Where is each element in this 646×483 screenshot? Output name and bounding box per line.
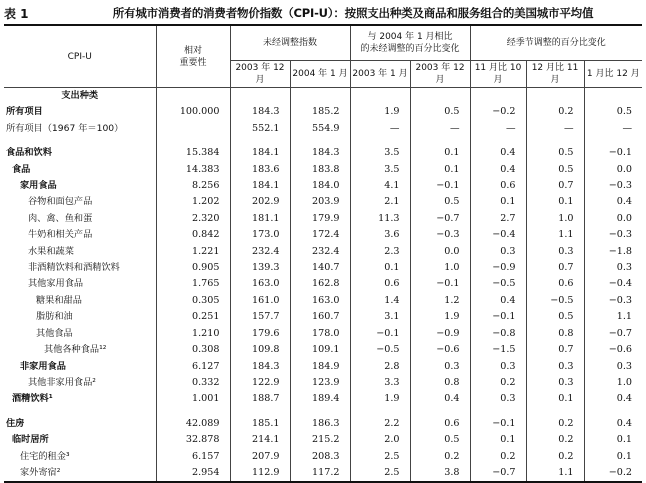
cell-pct-jan03: 1.9 (350, 391, 410, 407)
cell-weight: 1.221 (156, 244, 230, 260)
cell-pct-dec03: 0.0 (410, 244, 470, 260)
cell-pct-dec03: 0.5 (410, 104, 470, 120)
cell-jan04: 186.3 (290, 416, 350, 432)
table-row (4, 342, 642, 358)
cell-weight: 100.000 (156, 104, 230, 120)
cell-jan-dec: 0.1 (616, 450, 633, 462)
cell-jan-dec: 0.4 (616, 196, 633, 208)
cell-jan-dec: −1.8 (608, 245, 633, 257)
table-row (4, 227, 642, 243)
cell-dec03: 183.6 (230, 162, 290, 178)
cell-dec03: 207.9 (230, 449, 290, 465)
cell-dec-nov: 0.8 (526, 326, 584, 342)
cell-dec-nov: 1.0 (526, 211, 584, 227)
cell-weight: 1.202 (156, 194, 230, 210)
cell-pct-dec03: 0.4 (410, 391, 470, 407)
cell-nov-oct: 0.1 (470, 194, 526, 210)
cell-jan-dec: −0.6 (608, 344, 633, 356)
cell-pct-dec03: 0.6 (410, 416, 470, 432)
section-label: 支出种类 (4, 88, 156, 105)
cell-jan04: 185.2 (290, 104, 350, 120)
cell-dec-nov: 0.2 (526, 449, 584, 465)
cell-jan04: 203.9 (290, 194, 350, 210)
cell-weight: 32.878 (156, 432, 230, 448)
row-label: 家用食品 (4, 178, 156, 194)
section-row (4, 88, 642, 105)
cell-nov-oct: 0.1 (470, 432, 526, 448)
cell-weight: 15.384 (156, 145, 230, 161)
cell-dec-nov: 0.1 (526, 194, 584, 210)
cell-jan-dec: 0.3 (616, 262, 633, 274)
cell-dec-nov: 0.3 (526, 359, 584, 375)
cell-dec03: 109.8 (230, 342, 290, 358)
cell-dec03: 214.1 (230, 432, 290, 448)
cell-pct-dec03: −0.3 (410, 227, 470, 243)
cell-dec03: 163.0 (230, 276, 290, 292)
cell-jan04: 215.2 (290, 432, 350, 448)
cell-dec-nov: 0.2 (526, 432, 584, 448)
cell-pct-dec03 (410, 408, 470, 416)
cell-jan04: 232.4 (290, 244, 350, 260)
cell-pct-dec03: 0.5 (410, 432, 470, 448)
cell-pct-dec03: 0.1 (410, 162, 470, 178)
cell-pct-dec03: 0.3 (410, 359, 470, 375)
cell-nov-oct: −0.2 (470, 104, 526, 120)
cell-dec-nov: 0.6 (526, 276, 584, 292)
row-label: 其他各种食品¹² (4, 342, 156, 358)
cell-dec03: 139.3 (230, 260, 290, 276)
cell-weight: 2.954 (156, 465, 230, 482)
cell-dec03: 122.9 (230, 375, 290, 391)
cell-nov-oct: 0.4 (470, 145, 526, 161)
cell-dec-nov: 0.1 (526, 391, 584, 407)
table-row (4, 309, 642, 325)
row-label: 其他非家用食品² (4, 375, 156, 391)
cell-pct-jan03: — (350, 121, 410, 137)
cell-jan04: 117.2 (290, 465, 350, 482)
cell-pct-jan03: 11.3 (350, 211, 410, 227)
header-cpi-u: CPI-U (4, 25, 156, 88)
cell-jan-dec: 0.0 (616, 163, 633, 175)
cell-pct-jan03: 0.6 (350, 276, 410, 292)
table-row (4, 162, 642, 178)
cell-jan-dec: 0.3 (616, 360, 633, 372)
cell-pct-jan03: 3.5 (350, 145, 410, 161)
cell-nov-oct: 2.7 (470, 211, 526, 227)
table-row (4, 260, 642, 276)
cell-nov-oct: −0.1 (470, 416, 526, 432)
cell-dec03: 552.1 (230, 121, 290, 137)
row-label: 所有项目 (4, 104, 156, 120)
table-row (4, 178, 642, 194)
table-title-row (4, 2, 642, 24)
cell-jan04: 189.4 (290, 391, 350, 407)
row-label: 其他食品 (4, 326, 156, 342)
cell-dec-nov: 0.2 (526, 104, 584, 120)
cell-weight: 2.320 (156, 211, 230, 227)
header-relative-importance: 相对 重要性 (156, 25, 230, 88)
cell-jan-dec: — (622, 122, 633, 134)
cell-pct-dec03: −0.6 (410, 342, 470, 358)
cell-jan04: 184.9 (290, 359, 350, 375)
cell-pct-jan03: 1.9 (350, 104, 410, 120)
row-label: 糖果和甜品 (4, 293, 156, 309)
cell-dec-nov: 0.3 (526, 244, 584, 260)
cell-weight: 0.305 (156, 293, 230, 309)
cell-jan04: 123.9 (290, 375, 350, 391)
cell-dec03: 112.9 (230, 465, 290, 482)
subheader-dec-vs-nov: 12 月比 11 月 (526, 61, 584, 88)
cell-jan04: 172.4 (290, 227, 350, 243)
cell-weight: 0.308 (156, 342, 230, 358)
cell-jan04: 184.3 (290, 145, 350, 161)
cell-pct-dec03: 0.1 (410, 145, 470, 161)
cell-pct-jan03: 3.1 (350, 309, 410, 325)
cell-weight: 0.905 (156, 260, 230, 276)
cell-weight: 14.383 (156, 162, 230, 178)
cell-dec-nov: 0.2 (526, 416, 584, 432)
cell-pct-jan03: 4.1 (350, 178, 410, 194)
row-label: 肉、禽、鱼和蛋 (4, 211, 156, 227)
cell-nov-oct: 0.6 (470, 178, 526, 194)
table-row (4, 449, 642, 465)
cell-nov-oct: −0.1 (470, 309, 526, 325)
cell-dec-nov: 0.5 (526, 162, 584, 178)
cell-jan-dec: −0.2 (584, 465, 642, 482)
row-label: 家外寄宿² (4, 465, 156, 482)
cell-dec-nov: −0.5 (526, 293, 584, 309)
cell-nov-oct: 0.3 (470, 391, 526, 407)
cell-weight: 1.210 (156, 326, 230, 342)
table-row (4, 375, 642, 391)
cpi-table (4, 24, 642, 483)
cell-dec03: 173.0 (230, 227, 290, 243)
row-label: 其他家用食品 (4, 276, 156, 292)
cell-nov-oct: 0.2 (470, 449, 526, 465)
subheader-dec-2003: 2003 年 12 月 (230, 61, 290, 88)
cell-dec03: 202.9 (230, 194, 290, 210)
cell-nov-oct: 0.4 (470, 293, 526, 309)
cell-dec-nov: 0.7 (526, 178, 584, 194)
subheader-jan-2003: 2003 年 1 月 (350, 61, 410, 88)
cell-pct-jan03: 2.0 (350, 432, 410, 448)
cell-weight (156, 408, 230, 416)
cell-pct-jan03: 2.5 (350, 449, 410, 465)
cell-jan-dec: −0.3 (608, 294, 633, 306)
cell-jan-dec: 0.0 (616, 212, 633, 224)
subheader-nov-vs-oct: 11 月比 10 月 (470, 61, 526, 88)
cell-nov-oct: 0.3 (470, 359, 526, 375)
cell-jan04: 163.0 (290, 293, 350, 309)
cell-dec03: 161.0 (230, 293, 290, 309)
cell-nov-oct: 0.4 (470, 162, 526, 178)
cell-jan-dec: −0.4 (608, 278, 633, 290)
table-row (4, 104, 642, 120)
subheader-jan-vs-dec: 1 月比 12 月 (584, 61, 642, 88)
cell-pct-jan03: 2.5 (350, 465, 410, 482)
header-seasonal-pct: 经季节调整的百分比变化 (470, 25, 642, 61)
cell-pct-dec03: −0.7 (410, 211, 470, 227)
cell-nov-oct: 0.3 (470, 244, 526, 260)
table-row (4, 465, 642, 482)
cell-dec03 (230, 137, 290, 145)
cell-weight (156, 121, 230, 137)
cell-dec03: 157.7 (230, 309, 290, 325)
cell-nov-oct: −0.9 (470, 260, 526, 276)
row-label: 非酒精饮料和酒精饮料 (4, 260, 156, 276)
header-unadjusted-pct: 与 2004 年 1 月相比 的未经调整的百分比变化 (350, 25, 470, 61)
spacer-row (4, 408, 642, 416)
table-row (4, 359, 642, 375)
cell-dec-nov: — (526, 121, 584, 137)
cell-pct-jan03: −0.5 (350, 342, 410, 358)
cell-nov-oct: −0.4 (470, 227, 526, 243)
table-row (4, 326, 642, 342)
table-row (4, 211, 642, 227)
cell-jan04 (290, 408, 350, 416)
cell-dec-nov (526, 137, 584, 145)
cell-jan-dec: 0.1 (616, 434, 633, 446)
cell-pct-jan03: 3.3 (350, 375, 410, 391)
cell-dec-nov: 0.7 (526, 260, 584, 276)
cell-pct-dec03: 1.0 (410, 260, 470, 276)
cell-nov-oct: — (470, 121, 526, 137)
cell-jan04: 184.0 (290, 178, 350, 194)
cell-pct-jan03: 2.1 (350, 194, 410, 210)
cell-jan04 (290, 137, 350, 145)
cell-weight: 6.127 (156, 359, 230, 375)
cell-jan-dec (584, 137, 642, 145)
cell-dec03: 184.1 (230, 145, 290, 161)
table-row (4, 391, 642, 407)
cell-pct-dec03: 1.2 (410, 293, 470, 309)
cell-dec-nov (526, 408, 584, 416)
cell-nov-oct: −1.5 (470, 342, 526, 358)
cell-pct-jan03: −0.1 (350, 326, 410, 342)
cell-pct-jan03: 3.5 (350, 162, 410, 178)
row-label: 非家用食品 (4, 359, 156, 375)
cell-nov-oct: −0.7 (470, 465, 526, 482)
cell-pct-dec03: −0.1 (410, 178, 470, 194)
row-label: 牛奶和相关产品 (4, 227, 156, 243)
cell-pct-dec03: 0.2 (410, 449, 470, 465)
row-label (4, 137, 156, 145)
cell-jan-dec (584, 408, 642, 416)
cell-pct-dec03: 0.8 (410, 375, 470, 391)
row-label: 脂肪和油 (4, 309, 156, 325)
row-label: 谷物和面包产品 (4, 194, 156, 210)
cell-pct-jan03: 2.2 (350, 416, 410, 432)
cell-dec-nov: 1.1 (526, 227, 584, 243)
cell-pct-jan03: 2.8 (350, 359, 410, 375)
cell-jan04: 183.8 (290, 162, 350, 178)
cell-weight: 1.001 (156, 391, 230, 407)
cell-nov-oct (470, 137, 526, 145)
cell-jan04: 162.8 (290, 276, 350, 292)
table-row (4, 121, 642, 137)
cell-dec-nov: 1.1 (526, 465, 584, 482)
row-label: 食品 (4, 162, 156, 178)
table-row (4, 244, 642, 260)
table-row (4, 416, 642, 432)
cell-dec03: 184.1 (230, 178, 290, 194)
cell-jan-dec: 1.0 (616, 376, 633, 388)
cell-pct-jan03: 1.4 (350, 293, 410, 309)
cell-pct-dec03 (410, 137, 470, 145)
cell-jan04: 208.3 (290, 449, 350, 465)
row-label: 临时居所 (4, 432, 156, 448)
cell-weight (156, 137, 230, 145)
cell-weight: 0.332 (156, 375, 230, 391)
table-number: 表 1 (4, 6, 29, 21)
cell-nov-oct: 0.2 (470, 375, 526, 391)
cell-jan-dec: 0.4 (616, 417, 633, 429)
cell-dec-nov: 0.7 (526, 342, 584, 358)
cell-pct-dec03: −0.9 (410, 326, 470, 342)
row-label: 食品和饮料 (4, 145, 156, 161)
cell-jan-dec: 0.4 (616, 393, 633, 405)
cell-jan04: 109.1 (290, 342, 350, 358)
cell-weight: 0.251 (156, 309, 230, 325)
subheader-dec-2003-pct: 2003 年 12 月 (410, 61, 470, 88)
cell-pct-dec03: — (410, 121, 470, 137)
table-row (4, 194, 642, 210)
cell-jan04: 160.7 (290, 309, 350, 325)
cell-weight: 42.089 (156, 416, 230, 432)
spacer-row (4, 137, 642, 145)
cell-nov-oct (470, 408, 526, 416)
table-row (4, 145, 642, 161)
cell-nov-oct: −0.8 (470, 326, 526, 342)
cell-jan-dec: −0.3 (608, 229, 633, 241)
row-label: 住房 (4, 416, 156, 432)
subheader-jan-2004: 2004 年 1 月 (290, 61, 350, 88)
cell-dec03: 232.4 (230, 244, 290, 260)
row-label: 酒精饮料¹ (4, 391, 156, 407)
row-label: 所有项目（1967 年＝100） (4, 121, 156, 137)
cell-pct-jan03: 0.1 (350, 260, 410, 276)
cell-dec-nov: 0.5 (526, 309, 584, 325)
cell-jan04: 178.0 (290, 326, 350, 342)
row-label: 住宅的租金³ (4, 449, 156, 465)
cell-pct-dec03: 0.5 (410, 194, 470, 210)
cell-dec03: 185.1 (230, 416, 290, 432)
cell-dec03: 179.6 (230, 326, 290, 342)
row-label: 水果和蔬菜 (4, 244, 156, 260)
table-row (4, 432, 642, 448)
cell-jan04: 554.9 (290, 121, 350, 137)
cell-pct-jan03 (350, 408, 410, 416)
header-unadjusted-index: 未经调整指数 (230, 25, 350, 61)
cell-pct-jan03 (350, 137, 410, 145)
cell-jan04: 140.7 (290, 260, 350, 276)
cell-jan-dec: −0.1 (608, 147, 633, 159)
cell-pct-dec03: 1.9 (410, 309, 470, 325)
cell-jan04: 179.9 (290, 211, 350, 227)
table-row (4, 276, 642, 292)
cell-dec-nov: 0.5 (526, 145, 584, 161)
table-title: 所有城市消费者的消费者物价指数（CPI-U）：按照支出种类及商品和服务组合的美国城市平均值 (112, 6, 594, 20)
cell-dec03: 188.7 (230, 391, 290, 407)
cell-dec03: 184.3 (230, 359, 290, 375)
cell-jan-dec: 1.1 (616, 311, 633, 323)
row-label (4, 408, 156, 416)
cell-dec03: 184.3 (230, 104, 290, 120)
cell-nov-oct: −0.5 (470, 276, 526, 292)
cell-weight: 0.842 (156, 227, 230, 243)
cell-pct-jan03: 3.6 (350, 227, 410, 243)
cell-weight: 6.157 (156, 449, 230, 465)
cell-weight: 1.765 (156, 276, 230, 292)
cell-dec-nov: 0.3 (526, 375, 584, 391)
cell-jan-dec: −0.3 (608, 180, 633, 192)
cell-jan-dec: 0.5 (616, 106, 633, 118)
cell-dec03 (230, 408, 290, 416)
cell-pct-dec03: −0.1 (410, 276, 470, 292)
cell-dec03: 181.1 (230, 211, 290, 227)
table-row (4, 293, 642, 309)
cell-pct-dec03: 3.8 (410, 465, 470, 482)
cell-weight: 8.256 (156, 178, 230, 194)
cell-pct-jan03: 2.3 (350, 244, 410, 260)
cell-jan-dec: −0.7 (608, 327, 633, 339)
table-body (4, 88, 642, 483)
